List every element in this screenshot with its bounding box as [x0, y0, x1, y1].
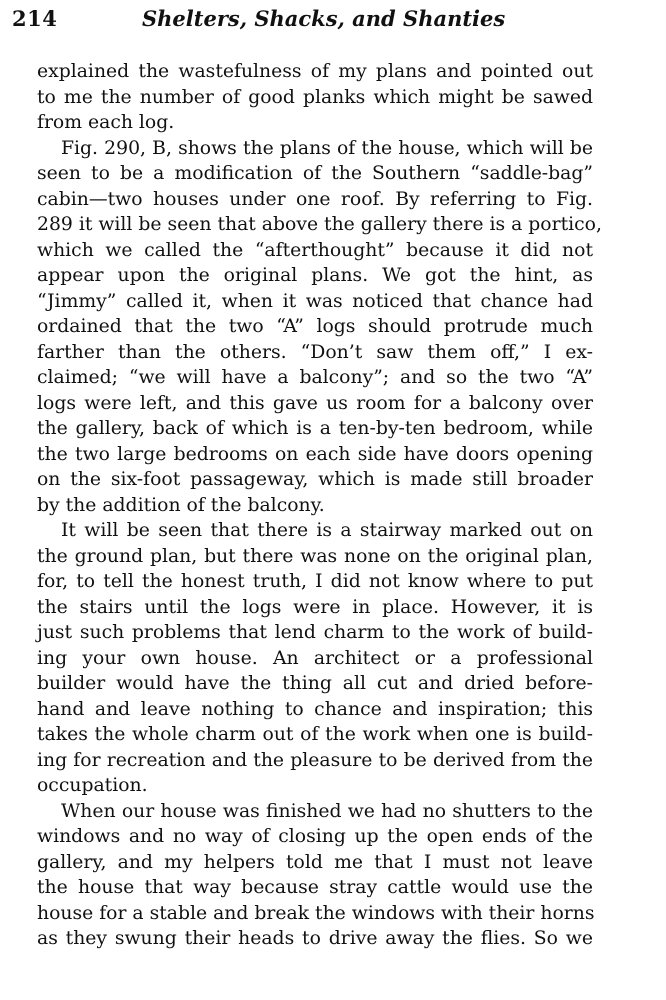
- page-number: 214: [12, 6, 58, 31]
- text-line: the stairs until the logs were in place. However, it is: [37, 596, 593, 618]
- text-line: which we called the “afterthought” because it did not: [37, 239, 593, 261]
- text-line: windows and no way of closing up the open ends of the: [37, 826, 593, 847]
- text-line: takes the whole charm out of the work when one is build-: [37, 724, 593, 745]
- text-line: by the addition of the balcony.: [37, 494, 325, 516]
- running-title: Shelters, Shacks, and Shanties: [142, 6, 506, 31]
- text-line: appear upon the original plans. We got the hint, as: [37, 265, 593, 286]
- text-line: “Jimmy” called it, when it was noticed that chance had: [37, 290, 593, 312]
- text-line: from each log.: [37, 112, 175, 133]
- text-line: the gallery, back of which is a ten-by-ten bedroom, while: [37, 418, 593, 439]
- text-line: gallery, and my helpers told me that I must not leave: [37, 851, 593, 873]
- running-header: [12, 6, 652, 36]
- text-line: claimed; “we will have a balcony”; and so the two “A”: [37, 367, 593, 388]
- text-line: ing for recreation and the pleasure to be derived from the: [37, 749, 593, 771]
- text-line: as they swung their heads to drive away the flies. So we: [37, 928, 593, 949]
- text-line: farther than the others. “Don’t saw them off,” I ex-: [37, 341, 593, 363]
- text-line: seen to be a modification of the Southern “saddle-bag”: [37, 163, 593, 184]
- text-line: explained the wastefulness of my plans and pointed out: [37, 61, 593, 82]
- text-line: hand and leave nothing to chance and inspiration; this: [37, 698, 593, 720]
- text-line: 289 it will be seen that above the gallery there is a portico,: [37, 214, 602, 235]
- text-line: occupation.: [37, 775, 148, 796]
- text-line: to me the number of good planks which might be sawed: [37, 86, 593, 108]
- text-line: the house that way because stray cattle would use the: [37, 877, 593, 898]
- text-line: When our house was finished we had no shutters to the: [61, 800, 593, 822]
- text-line: the ground plan, but there was none on the original plan,: [37, 545, 593, 567]
- text-line: It will be seen that there is a stairway marked out on: [61, 520, 593, 541]
- text-line: the two large bedrooms on each side have doors opening: [37, 443, 593, 465]
- text-line: ordained that the two “A” logs should protrude much: [37, 316, 593, 337]
- text-line: Fig. 290, B, shows the plans of the house, which will be: [61, 137, 593, 159]
- body-text: [37, 59, 602, 952]
- text-line: on the six-foot passageway, which is made still broader: [37, 469, 593, 490]
- text-line: for, to tell the honest truth, I did not know where to put: [37, 571, 593, 592]
- text-line: cabin—two houses under one roof. By referring to Fig.: [37, 188, 593, 210]
- text-line: ing your own house. An architect or a professional: [37, 647, 593, 669]
- text-line: house for a stable and break the windows with their horns: [37, 902, 595, 924]
- text-line: just such problems that lend charm to the work of build-: [37, 622, 593, 643]
- text-line: builder would have the thing all cut and dried before-: [37, 673, 593, 694]
- text-line: logs were left, and this gave us room for a balcony over: [37, 392, 593, 414]
